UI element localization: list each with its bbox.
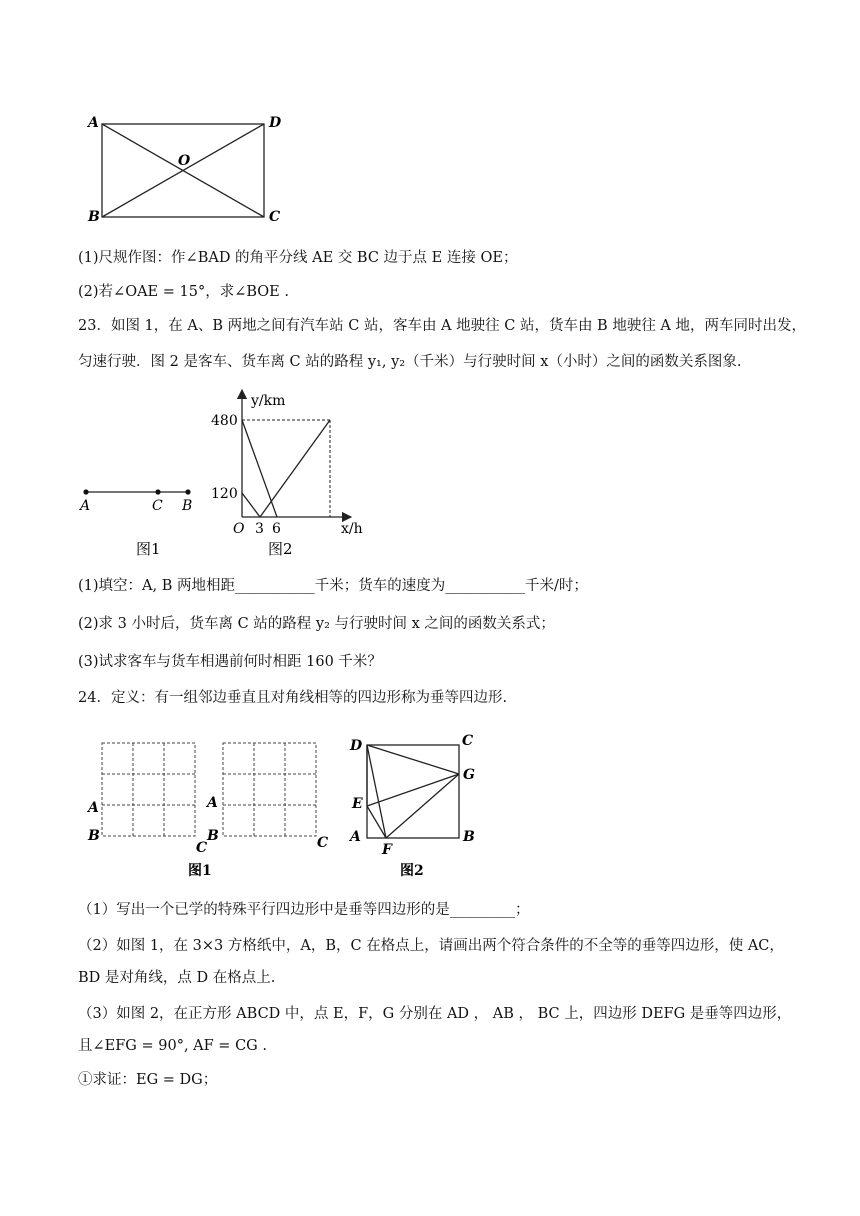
rectangle-figure [80,108,290,228]
caption-fig2: 图2 [268,540,293,558]
label-b: B [88,209,100,225]
label-f: F [382,842,392,858]
label-d: D [269,115,282,131]
q23-figure1 [72,478,212,558]
label-c: C [462,733,474,749]
q23-stem-line1: 23．如图 1，在 A、B 两地之间有汽车站 C 站，客车由 A 地驶往 C 站，货车由 B 地驶往 A 地，两车同时出发， [78,318,807,334]
label-b: B [463,829,475,845]
q24-part3-line1: （3）如图 2，在正方形 ABCD 中，点 E，F，G 分别在 AD ， AB ， BC 上，四边形 DEFG 是垂等四边形， [78,1006,792,1022]
label-g: G [463,767,475,783]
segment-fg [386,774,459,838]
x-axis-label: x/h [341,521,363,537]
line-y2-down [242,493,260,517]
q24-part2-line2: BD 是对角线，点 D 在格点上. [78,970,276,986]
q23-figure2 [205,388,380,563]
grid1-label-a: A [88,800,99,816]
tick-3: 3 [255,521,264,537]
origin-label: O [233,521,245,537]
q23-stem-line2: 匀速行驶．图 2 是客车、货车离 C 站的路程 y₁, y₂（千米）与行驶时间 x（小时）之间的函数关系图象. [78,354,742,370]
q24-part3-sub1: ①求证：EG = DG； [78,1072,218,1088]
q24-part1: （1）写出一个已学的特殊平行四边形中是垂等四边形的是_________； [78,902,530,918]
q24-part2-line1: （2）如图 1，在 3×3 方格纸中，A，B，C 在格点上，请画出两个符合条件的不全等的垂等四边形，使 AC， [78,938,784,954]
point-a [83,489,88,494]
grid-right [223,743,316,836]
label-a: A [88,115,99,131]
label-a: A [350,829,361,845]
grid2-label-c: C [317,835,329,851]
point-c [155,489,160,494]
segment-df [367,745,386,838]
q24-part3-line2: 且∠EFG = 90°, AF = CG . [78,1038,267,1054]
segment-dg [367,745,459,774]
q24-definition: 24．定义：有一组邻边垂直且对角线相等的四边形称为垂等四边形. [78,690,508,706]
q24-figure2 [340,730,485,880]
q22-part1: (1)尺规作图：作∠BAD 的角平分线 AE 交 BC 边于点 E 连接 OE； [78,250,518,266]
label-a: A [80,498,91,514]
label-b: B [182,498,193,514]
grid-left [102,743,195,836]
caption-fig2: 图2 [400,863,424,879]
label-e: E [352,796,363,812]
line-y1 [242,420,277,517]
caption-fig1: 图1 [188,863,212,879]
q22-part2: (2)若∠OAE = 15°，求∠BOE . [78,284,289,300]
q24-figure1 [84,735,340,885]
q23-part1: (1)填空：A, B 两地相距___________千米；货车的速度为___________千米/时； [78,578,588,594]
label-c: C [152,498,163,514]
q23-part3: (3)试求客车与货车相遇前何时相距 160 千米？ [78,654,382,670]
segment-eg [367,774,459,806]
point-b [185,489,190,494]
label-o: O [178,153,191,169]
grid2-label-a: A [207,795,218,811]
q23-part2: (2)求 3 小时后，货车离 C 站的路程 y₂ 与行驶时间 x 之间的函数关系式； [78,616,555,632]
caption-fig1: 图1 [136,540,161,558]
tick-6: 6 [272,521,281,537]
line-y2-up [260,420,330,517]
tick-120: 120 [211,486,238,502]
grid1-label-b: B [88,828,100,844]
grid2-label-b: B [207,828,219,844]
label-d: D [350,738,363,754]
y-axis-label: y/km [251,393,286,409]
grid1-label-c: C [196,840,208,856]
label-c: C [269,209,281,225]
tick-480: 480 [211,413,238,429]
